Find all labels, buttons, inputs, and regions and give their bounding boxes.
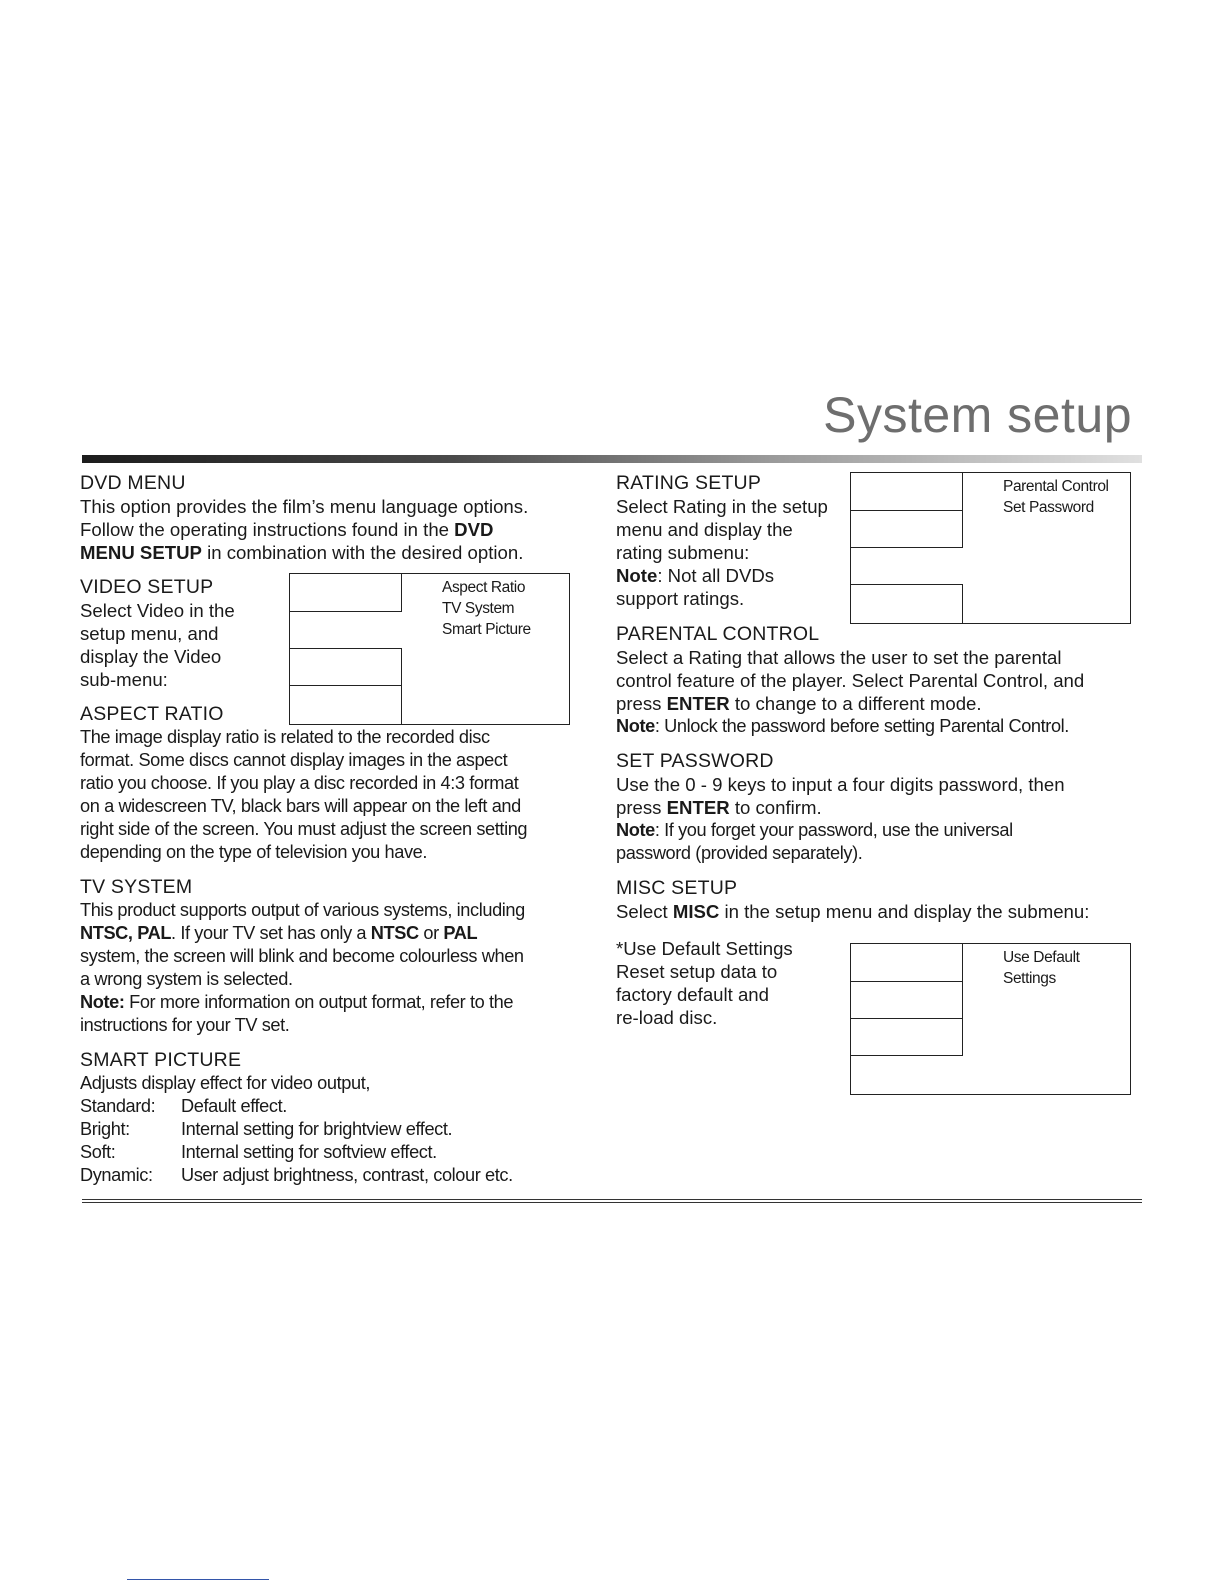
menu-cell <box>851 510 963 548</box>
default-settings-text: Reset setup data to <box>616 961 778 982</box>
dvd-menu-text: MENU SETUP in combination with the desired option. <box>80 542 524 563</box>
aspect-ratio-text: The image display ratio is related to the recorded disc <box>80 727 490 747</box>
smart-picture-item: Bright: Internal setting for brightview effect. <box>80 1119 453 1139</box>
parental-control-text: control feature of the player. Select Parental Control, and <box>616 670 1085 691</box>
tv-system-text: This product supports output of various systems, including <box>80 900 525 920</box>
menu-cell <box>851 473 963 511</box>
parental-control-text: press ENTER to change to a different mode. <box>616 693 982 714</box>
aspect-ratio-heading: ASPECT RATIO <box>80 703 224 725</box>
tv-system-note: Note: For more information on output format, refer to the <box>80 992 514 1012</box>
misc-setup-menu-diagram <box>850 943 1131 1095</box>
smart-picture-item: Standard: Default effect. <box>80 1096 287 1116</box>
rating-setup-note: Note: Not all DVDs <box>616 565 775 586</box>
menu-option-parental-control: Parental Control <box>1003 478 1109 495</box>
menu-cell <box>290 574 402 612</box>
menu-option-smart-picture: Smart Picture <box>442 621 531 638</box>
tv-system-text: a wrong system is selected. <box>80 969 293 989</box>
menu-cell <box>290 611 402 649</box>
tv-system-text: system, the screen will blink and become colourless when <box>80 946 524 966</box>
rating-setup-text: support ratings. <box>616 588 745 609</box>
smart-picture-item: Soft: Internal setting for softview effect. <box>80 1142 437 1162</box>
rating-setup-text: rating submenu: <box>616 542 750 563</box>
aspect-ratio-text: right side of the screen. You must adjust the screen setting <box>80 819 528 839</box>
dvd-menu-text: Follow the operating instructions found in the DVD <box>80 519 494 540</box>
dvd-menu-heading: DVD MENU <box>80 472 186 494</box>
aspect-ratio-text: format. Some discs cannot display images in the aspect <box>80 750 508 770</box>
set-password-text: Use the 0 - 9 keys to input a four digits password, then <box>616 774 1065 795</box>
aspect-ratio-text: on a widescreen TV, black bars will appear on the left and <box>80 796 521 816</box>
aspect-ratio-section <box>80 703 590 1187</box>
tv-system-text: NTSC, PAL. If your TV set has only a NTSC or PAL <box>80 923 478 943</box>
footer-rule <box>82 1199 1142 1203</box>
rating-setup-text: Select Rating in the setup <box>616 496 828 517</box>
video-setup-text: Select Video in the <box>80 600 235 621</box>
set-password-text: press ENTER to confirm. <box>616 797 822 818</box>
rating-setup-section <box>616 472 856 610</box>
menu-cell <box>290 648 402 686</box>
menu-option-aspect-ratio: Aspect Ratio <box>442 579 526 596</box>
smart-picture-heading: SMART PICTURE <box>80 1049 242 1071</box>
parental-control-section <box>616 623 1141 923</box>
menu-option-set-password: Set Password <box>1003 499 1094 516</box>
misc-setup-heading: MISC SETUP <box>616 877 738 899</box>
menu-option-settings: Settings <box>1003 970 1056 987</box>
page-title: System setup <box>823 387 1132 443</box>
rating-setup-menu-diagram <box>850 472 1131 624</box>
menu-cell <box>851 547 963 585</box>
menu-cell <box>851 981 963 1019</box>
menu-cell <box>851 1018 963 1056</box>
video-setup-heading: VIDEO SETUP <box>80 576 214 598</box>
video-setup-text: display the Video <box>80 646 222 667</box>
menu-cell <box>851 584 963 623</box>
default-settings-text: factory default and <box>616 984 769 1005</box>
default-settings-section <box>616 937 846 1029</box>
default-settings-heading: *Use Default Settings <box>616 938 793 959</box>
rating-setup-heading: RATING SETUP <box>616 472 762 494</box>
menu-cell <box>851 944 963 982</box>
aspect-ratio-text: ratio you choose. If you play a disc recorded in 4:3 format <box>80 773 519 793</box>
rating-setup-text: menu and display the <box>616 519 793 540</box>
smart-picture-intro: Adjusts display effect for video output, <box>80 1073 370 1093</box>
menu-option-use-default: Use Default <box>1003 949 1080 966</box>
video-setup-text: setup menu, and <box>80 623 219 644</box>
menu-cell <box>851 1055 963 1094</box>
aspect-ratio-text: depending on the type of television you have. <box>80 842 428 862</box>
set-password-text: password (provided separately). <box>616 843 863 863</box>
header-rule <box>82 455 1142 463</box>
misc-setup-text: Select MISC in the setup menu and display the submenu: <box>616 901 1090 922</box>
dvd-menu-text: This option provides the film’s menu language options. <box>80 496 529 517</box>
footer-link-underline <box>127 1579 269 1580</box>
tv-system-text: instructions for your TV set. <box>80 1015 290 1035</box>
default-settings-text: re-load disc. <box>616 1007 718 1028</box>
parental-control-text: Select a Rating that allows the user to set the parental <box>616 647 1062 668</box>
menu-option-tv-system: TV System <box>442 600 515 617</box>
video-setup-text: sub-menu: <box>80 669 168 690</box>
parental-control-note: Note: Unlock the password before setting Parental Control. <box>616 716 1069 736</box>
tv-system-heading: TV SYSTEM <box>80 876 193 898</box>
set-password-heading: SET PASSWORD <box>616 750 774 772</box>
parental-control-heading: PARENTAL CONTROL <box>616 623 820 645</box>
set-password-note: Note: If you forget your password, use the universal <box>616 820 1013 840</box>
smart-picture-item: Dynamic: User adjust brightness, contrast, colour etc. <box>80 1165 513 1185</box>
